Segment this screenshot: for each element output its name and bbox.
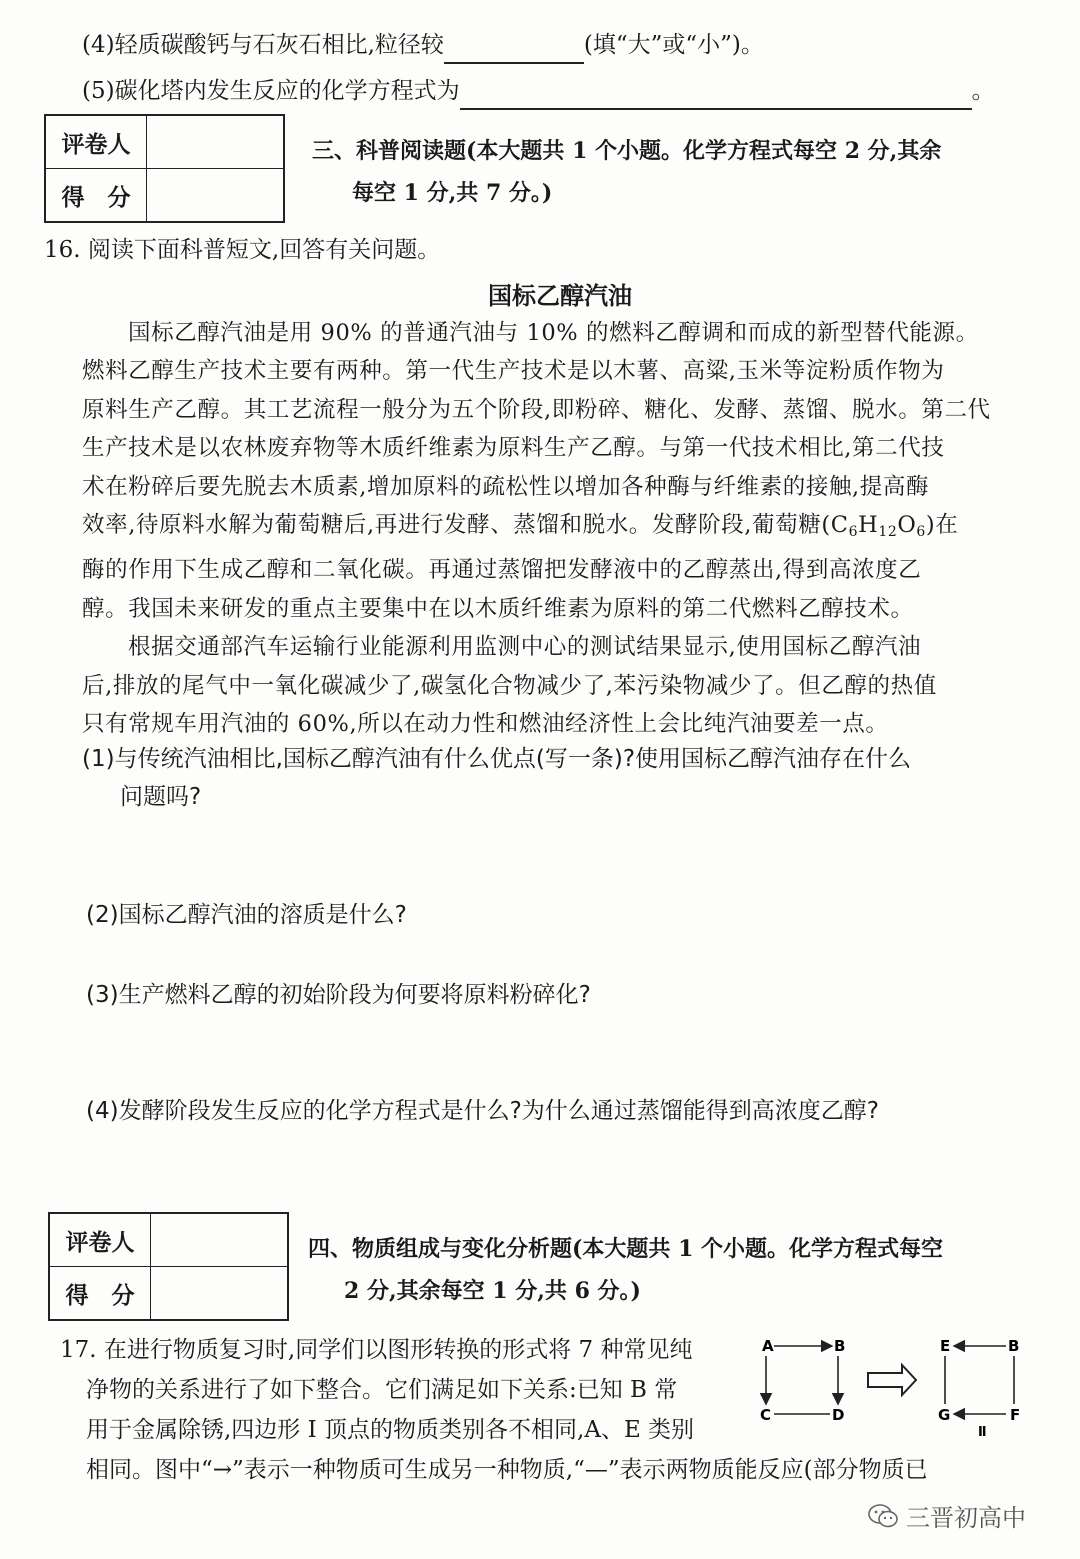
question-15-part4 [82,26,764,64]
p1-line: 生产技术是以农林废弃物等木质纤维素为原料生产乙醇。与第一代技术相比,第二代技 [82,435,945,462]
node-b: B [834,1337,846,1355]
q16-sub4: (4)发酵阶段发生反应的化学方程式是什么?为什么通过蒸馏能得到高浓度乙醇? [86,1098,879,1124]
grader-label: 评卷人 [45,115,147,169]
q16-sub2: (2)国标乙醇汽油的溶质是什么? [86,902,407,928]
q17-line: 17. 在进行物质复习时,同学们以图形转换的形式将 7 种常见纯 [60,1337,693,1363]
score-label: 得 分 [45,169,147,223]
q17-line: 净物的关系进行了如下整合。它们满足如下关系:已知 B 常 [86,1377,678,1403]
watermark-text: 三晋初高中 [906,1504,1026,1532]
p2-line: 只有常规车用汽油的 60%,所以在动力性和燃油经济性上会比纯汽油要差一点。 [82,711,889,738]
score-label: 得 分 [49,1267,151,1321]
score-table-1 [44,114,285,223]
p1-line: 醇。我国未来研发的重点主要集中在以木质纤维素为原料的第二代燃料乙醇技术。 [82,595,914,622]
q5-end: 。 [971,78,995,104]
article-title: 国标乙醇汽油 [488,281,632,310]
q16-sub1-line1: (1)与传统汽油相比,国标乙醇汽油有什么优点(写一条)?使用国标乙醇汽油存在什么 [82,746,912,772]
q16-sub1 [82,740,911,816]
p2-line: 根据交通部汽车运输行业能源利用监测中心的测试结果显示,使用国标乙醇汽油 [128,634,922,661]
grader-label: 评卷人 [49,1213,151,1267]
q17-line: 相同。图中“→”表示一种物质可生成另一种物质,“—”表示两物质能反应(部分物质已 [86,1457,928,1483]
node-g: G [938,1406,951,1424]
node-e: E [940,1337,951,1355]
figure-number-ii: Ⅱ [978,1425,987,1440]
section-4-header [308,1228,943,1312]
question-15-part5 [82,72,995,110]
q5-text: (5)碳化塔内发生反应的化学方程式为 [82,78,460,104]
q4-text: (4)轻质碳酸钙与石灰石相比,粒径较 [82,32,444,58]
score-cell[interactable] [147,169,285,223]
grader-cell[interactable] [151,1213,289,1267]
p2-line: 后,排放的尾气中一氧化碳减少了,碳氢化合物减少了,苯污染物减少了。但乙醇的热值 [82,672,937,699]
substance-relation-diagram [752,1330,1052,1440]
section-4-line2: 2 分,其余每空 1 分,共 6 分。) [344,1278,641,1304]
node-c: C [760,1406,772,1424]
q17-line: 用于金属除锈,四边形 I 顶点的物质类别各不相同,A、E 类别 [86,1417,695,1443]
q16-sub3: (3)生产燃料乙醇的初始阶段为何要将原料粉碎化? [86,982,591,1008]
question-16-stem: 16. 阅读下面科普短文,回答有关问题。 [44,237,441,263]
score-table-2 [48,1212,289,1321]
p1-line: 术在粉碎后要先脱去木质素,增加原料的疏松性以增加各种酶与纤维素的接触,提高酶 [82,473,930,500]
watermark [868,1498,1026,1535]
q5-answer-blank[interactable] [460,80,972,110]
p1-line-formula [82,506,991,551]
p1-line: 原料生产乙醇。其工艺流程一般分为五个阶段,即粉碎、糖化、发酵、蒸馏、脱水。第二代 [82,396,991,423]
glucose-formula: $C_6H_{12}O_6$ [830,512,926,541]
section-3-header [312,130,941,214]
transform-arrow-icon [868,1365,916,1395]
section-3-line1: 三、科普阅读题(本大题共 1 个小题。化学方程式每空 2 分,其余 [312,138,942,164]
p1-line6-post: )在 [925,512,959,539]
grader-cell[interactable] [147,115,285,169]
q4-hint: (填“大”或“小”)。 [583,32,764,58]
wechat-icon [868,1503,898,1535]
p1-line: 酶的作用下生成乙醇和二氧化碳。再通过蒸馏把发酵液中的乙醇蒸出,得到高浓度乙 [82,557,922,584]
q4-answer-blank[interactable] [444,34,584,64]
node-f: F [1010,1406,1021,1424]
p1-line: 国标乙醇汽油是用 90% 的普通汽油与 10% 的燃料乙醇调和而成的新型替代能源。 [128,320,979,346]
node-d: D [832,1406,845,1424]
section-3-line2: 每空 1 分,共 7 分。) [352,180,553,206]
node-b2: B [1008,1337,1020,1355]
node-a: A [762,1337,774,1355]
p1-line: 燃料乙醇生产技术主要有两种。第一代生产技术是以木薯、高粱,玉米等淀粉质作物为 [82,358,945,385]
score-cell[interactable] [151,1267,289,1321]
p1-line6-pre: 效率,待原料水解为葡萄糖后,再进行发酵、蒸馏和脱水。发酵阶段,葡萄糖( [82,512,831,539]
q16-sub1-line2: 问题吗? [120,784,202,810]
section-4-line1: 四、物质组成与变化分析题(本大题共 1 个小题。化学方程式每空 [308,1236,944,1262]
article-paragraph-1 [82,314,991,743]
